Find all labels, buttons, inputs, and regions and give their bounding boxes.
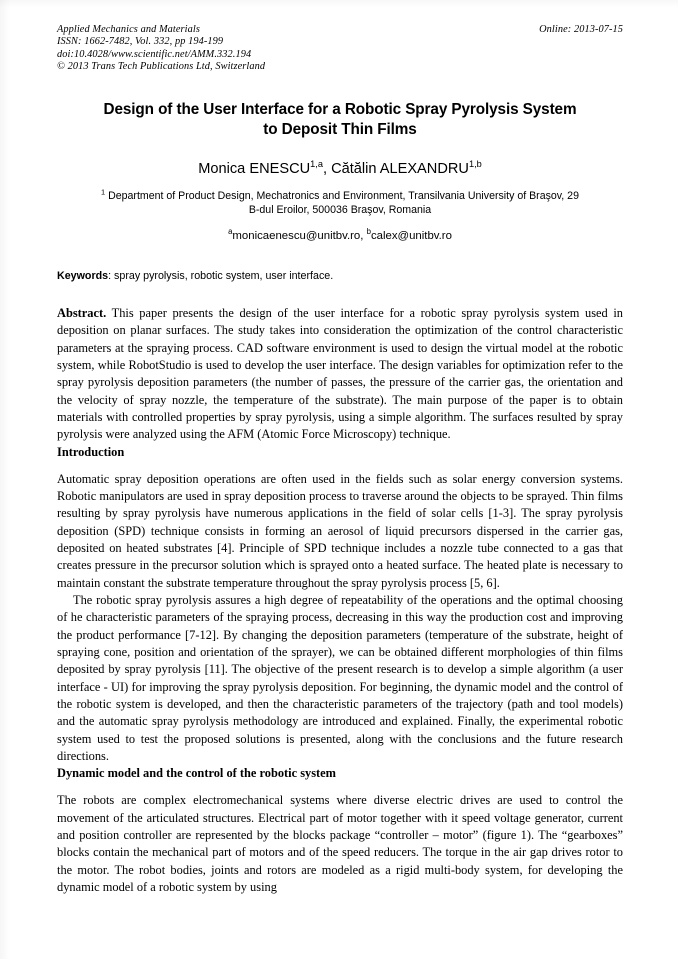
section-heading-dynamic-model: Dynamic model and the control of the robotic system [57, 766, 336, 781]
introduction-paragraph-2: The robotic spray pyrolysis assures a high degree of repeatability of the operations and the optimal choosing of he characteristic parameters of the spraying process, decreasing in this way the production cost and improving the product performance [7-12]. By changing the deposition parameters (temperature of the substrate, height of spraying cone, position and orientation of the sprayer), we can be obtained different morphologies of thin films deposited by spray pyrolysis [11]. The objective of the present research is to develop a simple algorithm (a user interface - UI) for improving the spray pyrolysis deposition. For beginning, the dynamic model and the control of the robotic system is developed, and then the characteristic parameters of the trajectory (path and tool models) and the automatic spray pyrolysis methodology are introduced and explained. Finally, the experimental robotic system used to test the proposed solutions is presented, along with the conclusions and the future research directions. [57, 592, 623, 764]
author-2-affiliation-marker: 1,b [468, 158, 482, 169]
author-list [57, 160, 623, 178]
author-emails [57, 229, 623, 243]
affiliation-marker: 1 [101, 187, 106, 197]
keywords-line [57, 269, 623, 283]
email-a[interactable]: monicaenescu@unitbv.ro, [232, 229, 367, 242]
email-b-marker: b [366, 227, 371, 237]
abstract [57, 305, 623, 444]
online-date: Online: 2013-07-15 [539, 24, 623, 35]
author-1-name: Monica ENESCU [198, 160, 311, 177]
keywords-text: : spray pyrolysis, robotic system, user interface. [108, 269, 334, 282]
copyright-line: © 2013 Trans Tech Publications Ltd, Switzerland [57, 61, 266, 73]
title-line-2: to Deposit Thin Films [263, 120, 417, 138]
dynamic-model-paragraph-1: The robots are complex electromechanical systems where diverse electric drives are used to control the movement of the articulated structures. Electrical part of motor together with it speed voltage generator, current and position controller are represented by the blocks package “controller – motor” (figure 1). The “gearboxes” blocks contain the mechanical part of motors and of the speed reducers. The torque in the air gap drives rotor to the motor. The robot bodies, joints and rotors are modeled as a rigid multi-body system, for developing the dynamic model of a robotic system by using [57, 793, 623, 895]
affiliation-line-2: Braşov, 29 B-dul Eroilor, 500036 Braşov, Romania [248, 189, 579, 217]
author-1-affiliation-marker: 1,a [310, 158, 323, 169]
journal-masthead [57, 24, 623, 74]
section-heading-introduction: Introduction [57, 444, 125, 459]
author-separator: , [322, 160, 332, 177]
doi-line: doi:10.4028/www.scientific.net/AMM.332.194 [57, 48, 252, 60]
email-b[interactable]: calex@unitbv.ro [370, 229, 452, 242]
journal-name: Applied Mechanics and Materials [57, 24, 200, 35]
page-title [57, 100, 623, 140]
affiliation [57, 189, 623, 218]
keywords-label: Keywords [57, 269, 109, 282]
affiliation-line-1: Department of Product Design, Mechatronics and Environment, Transilvania University of [105, 189, 527, 202]
introduction-paragraph-1: Automatic spray deposition operations are often used in the fields such as solar energy conversion systems. Robotic manipulators are used in spray deposition process to traverse around the objects to be sprayed. Thin films resulting by spray pyrolysis have numerous applications in the field of solar cells [1-3]. The spray pyrolysis deposition (SPD) technique consists in forming an aerosol of liquid precursors dispersed in the carrier gas, deposited on heated substrates [4]. Principle of SPD technique includes a nozzle tube connected to a gas that creates pressure in the precursor solution which is sprayed onto a heated surface. The heated plate is necessary to maintain constant the substrate temperature throughout the spray pyrolysis process [5, 6]. [57, 471, 623, 590]
abstract-text: This paper presents the design of the user interface for a robotic spray pyrolysis system used in deposition on planar surfaces. The study takes into consideration the optimization of the control characteristic parameters at the spraying process. CAD software environment is used to design the virtual model at the robotic system, while RobotStudio is used to develop the user interface. The design variables for optimization refer to the spray pyrolysis deposition parameters (the number of passes, the pressure of the carrier gas, the orientation and the velocity of spray nozzle, the temperature of the substrate). The main purpose of the paper is to obtain materials with controlled properties by spray pyrolysis, using a simple algorithm. The surfaces resulted by spray pyrolysis were analyzed using the AFM (Atomic Force Microscopy) technique. [57, 305, 623, 442]
issn-line: ISSN: 1662-7482, Vol. 332, pp 194-199 [57, 36, 224, 48]
abstract-label: Abstract. [57, 305, 107, 320]
author-2-name: Cătălin ALEXANDRU [331, 160, 469, 177]
email-a-marker: a [228, 227, 233, 237]
title-line-1: Design of the User Interface for a Robotic Spray Pyrolysis System [103, 100, 577, 118]
